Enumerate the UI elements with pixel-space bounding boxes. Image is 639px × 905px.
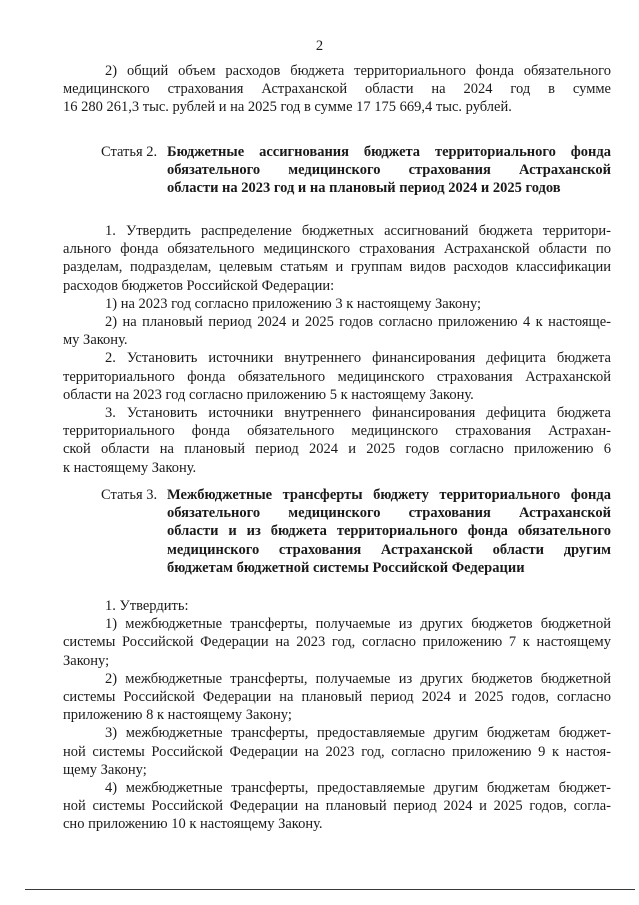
text-line: системы Российской Федерации на плановый период 2024 и 2025 годов, согласно: [63, 689, 611, 706]
text-line: Закону;: [63, 652, 110, 669]
text-line: области на 2023 год согласно приложению 5 к настоящему Закону.: [63, 386, 474, 403]
article-3-heading: [101, 486, 611, 578]
text-line: 2) межбюджетные трансферты, получаемые из других бюджетов бюджетной: [105, 670, 611, 687]
text-line: сно приложению 10 к настоящему Закону.: [63, 816, 323, 833]
text-line: 2) на плановый период 2024 и 2025 годов согласно приложению 4 к настояще-: [105, 314, 611, 331]
text-line: ального фонда обязательного медицинского страхования Астраханской области по: [63, 241, 611, 258]
intro-paragraph: [63, 62, 611, 117]
text-line: ной системы Российской Федерации на плановый период 2024 и 2025 годов, согла-: [63, 798, 611, 815]
text-line: щему Закону;: [63, 761, 147, 778]
title-line: медицинского страхования Астраханской области другим: [167, 541, 611, 558]
text-line: территориального фонда обязательного медицинского страхования Астраханской: [63, 368, 611, 385]
text-line: к настоящему Закону.: [63, 459, 197, 476]
page-number: 2: [315, 38, 324, 54]
article-2-heading: [101, 143, 611, 199]
title-line: Бюджетные ассигнования бюджета территориального фонда: [167, 144, 611, 160]
text-line: 3. Установить источники внутреннего финансирования дефицита бюджета: [105, 405, 611, 422]
article-2-label: Статья 2.: [101, 144, 158, 160]
text-line: 16 280 261,3 тыс. рублей и на 2025 год в сумме 17 175 669,4 тыс. рублей.: [63, 99, 512, 116]
text-line: 1. Утвердить распределение бюджетных ассигнований бюджета территори-: [105, 223, 611, 239]
text-line: приложению 8 к настоящему Закону;: [63, 707, 292, 724]
title-line: обязательного медицинского страхования Астраханской: [167, 505, 611, 522]
text-line: расходов бюджетов Российской Федерации:: [63, 277, 335, 294]
text-line: территориального фонда обязательного медицинского страхования Астрахан-: [63, 423, 611, 440]
text-line: системы Российской Федерации на 2023 год, согласно приложению 7 к настоящему: [63, 634, 611, 651]
article-2-paragraph-1: [63, 222, 611, 477]
text-line: му Закону.: [63, 332, 128, 349]
article-3-label: Статья 3.: [101, 487, 158, 503]
text-line: 1. Утвердить:: [105, 598, 189, 614]
title-line: обязательного медицинского страхования Астраханской: [167, 162, 611, 179]
title-line: области на 2023 год и на плановый период 2024 и 2025 годов: [167, 180, 561, 197]
title-line: бюджетам бюджетной системы Российской Федерации: [167, 559, 525, 576]
title-line: Межбюджетные трансферты бюджету территориального фонда: [167, 487, 611, 503]
text-line: 4) межбюджетные трансферты, предоставляемые другим бюджетам бюджет-: [105, 780, 611, 797]
article-3-title: [167, 486, 611, 577]
article-2-title: [167, 143, 611, 198]
text-line: 2) общий объем расходов бюджета территориального фонда обязательного: [105, 63, 611, 79]
text-line: 3) межбюджетные трансферты, предоставляемые другим бюджетам бюджет-: [105, 725, 611, 742]
footer-divider: [25, 889, 635, 890]
text-line: 1) межбюджетные трансферты, получаемые из других бюджетов бюджетной: [105, 616, 611, 633]
article-3-paragraph-1: [63, 597, 611, 834]
text-line: ной системы Российской Федерации на 2023 год, согласно приложению 9 к настоя-: [63, 743, 611, 760]
text-line: разделам, подразделам, целевым статьям и группам видов расходов классификации: [63, 259, 611, 276]
text-line: 1) на 2023 год согласно приложению 3 к настоящему Закону;: [105, 295, 482, 312]
text-line: 2. Установить источники внутреннего финансирования дефицита бюджета: [105, 350, 611, 367]
title-line: области и из бюджета территориального фонда обязательного: [167, 523, 611, 540]
text-line: ской области на плановый период 2024 и 2025 годов согласно приложению 6: [63, 441, 611, 458]
text-line: медицинского страхования Астраханской области на 2024 год в сумме: [63, 81, 611, 98]
